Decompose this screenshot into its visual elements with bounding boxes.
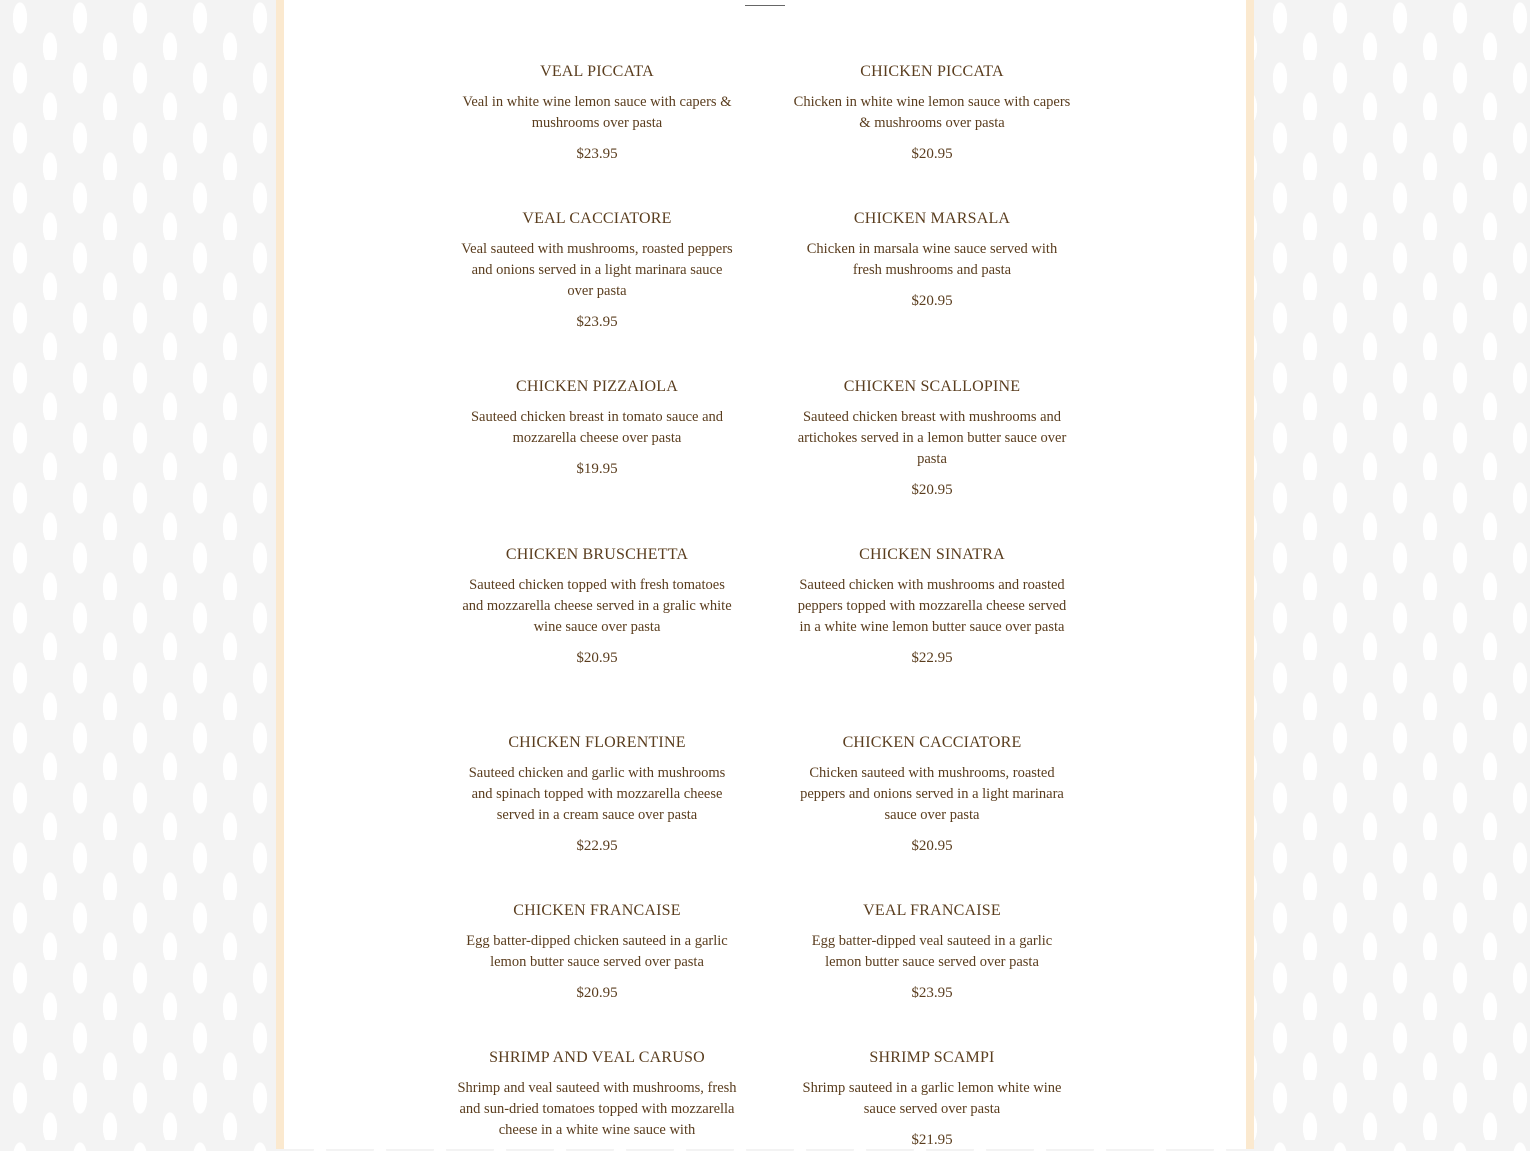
- menu-item-price: $22.95: [576, 838, 618, 854]
- menu-item-name: VEAL CACCIATORE: [522, 210, 672, 227]
- menu-item-price: $22.95: [911, 650, 953, 666]
- menu-item-description: Chicken sauteed with mushrooms, roasted peppers and onions served in a light marinara sauce over pasta: [800, 765, 1064, 823]
- menu-item-description: Sauteed chicken topped with fresh tomatoes and mozzarella cheese served in a gralic white wine sauce over pasta: [462, 577, 732, 635]
- menu-item-description: Veal in white wine lemon sauce with capers & mushrooms over pasta: [462, 94, 732, 131]
- menu-item-description: Veal sauteed with mushrooms, roasted peppers and onions served in a light marinara sauce over pasta: [461, 241, 733, 299]
- menu-item-description: Egg batter-dipped chicken sauteed in a garlic lemon butter sauce served over pasta: [466, 933, 728, 970]
- menu-item-price: $20.95: [911, 293, 953, 309]
- menu-item-veal-cacciatore: [457, 209, 737, 332]
- menu-item-shrimp-scampi: [792, 1048, 1072, 1150]
- menu-item-description: Sauteed chicken breast with mushrooms and artichokes served in a lemon butter sauce over pasta: [797, 409, 1067, 467]
- menu-item-price: $21.95: [911, 1132, 953, 1148]
- menu-item-name: SHRIMP AND VEAL CARUSO: [489, 1049, 705, 1066]
- menu-item-veal-piccata: [457, 62, 737, 164]
- menu-item-price: $23.95: [911, 985, 953, 1001]
- menu-item-name: VEAL FRANCAISE: [863, 902, 1001, 919]
- menu-item-description: Sauteed chicken and garlic with mushrooms and spinach topped with mozzarella cheese served in a cream sauce over pasta: [468, 765, 726, 823]
- menu-item-name: CHICKEN PICCATA: [860, 63, 1004, 80]
- menu-item-price: $20.95: [576, 650, 618, 666]
- menu-item-chicken-francaise: [457, 901, 737, 1003]
- menu-item-chicken-cacciatore: [792, 733, 1072, 856]
- menu-item-name: SHRIMP SCAMPI: [869, 1049, 995, 1066]
- menu-item-name: CHICKEN SCALLOPINE: [843, 378, 1021, 395]
- menu-item-description: Egg batter-dipped veal sauteed in a garlic lemon butter sauce served over pasta: [811, 933, 1053, 970]
- menu-item-name: CHICKEN FLORENTINE: [508, 734, 686, 751]
- menu-item-name: CHICKEN PIZZAIOLA: [515, 378, 679, 395]
- menu-item-name: CHICKEN SINATRA: [859, 546, 1005, 563]
- menu-item-price: $19.95: [576, 461, 618, 477]
- menu-item-name: CHICKEN FRANCAISE: [513, 902, 681, 919]
- menu-item-description: Sauteed chicken breast in tomato sauce and mozzarella cheese over pasta: [470, 409, 724, 446]
- menu-item-name: CHICKEN BRUSCHETTA: [505, 546, 689, 563]
- menu-item-price: $20.95: [576, 985, 618, 1001]
- menu-item-description: Sauteed chicken with mushrooms and roasted peppers topped with mozzarella cheese served in a white wine lemon butter sauce over pasta: [797, 577, 1067, 635]
- menu-item-chicken-bruschetta: [457, 545, 737, 668]
- menu-item-chicken-sinatra: [792, 545, 1072, 668]
- menu-item-price: $20.95: [911, 146, 953, 162]
- menu-item-description: Shrimp sauteed in a garlic lemon white wine sauce served over pasta: [802, 1080, 1062, 1117]
- menu-item-description: Shrimp and veal sauteed with mushrooms, fresh and sun-dried tomatoes topped with mozzarella cheese in a white wine sauce with: [457, 1080, 737, 1138]
- menu-item-name: CHICKEN MARSALA: [853, 210, 1011, 227]
- menu-item-chicken-scallopine: [792, 377, 1072, 500]
- menu-item-price: $20.95: [911, 482, 953, 498]
- menu-item-chicken-piccata: [792, 62, 1072, 164]
- menu-item-name: VEAL PICCATA: [540, 63, 654, 80]
- section-divider: [745, 5, 785, 6]
- menu-item-chicken-florentine: [457, 733, 737, 856]
- menu-item-chicken-marsala: [792, 209, 1072, 311]
- menu-item-name: CHICKEN CACCIATORE: [842, 734, 1022, 751]
- menu-item-price: $23.95: [576, 314, 618, 330]
- menu-item-description: Chicken in marsala wine sauce served with fresh mushrooms and pasta: [806, 241, 1058, 278]
- menu-item-price: $23.95: [576, 146, 618, 162]
- menu-page: [284, 0, 1246, 1149]
- menu-item-shrimp-and-veal-caruso: [457, 1048, 737, 1151]
- menu-item-veal-francaise: [792, 901, 1072, 1003]
- menu-item-price: $20.95: [911, 838, 953, 854]
- menu-item-description: Chicken in white wine lemon sauce with capers & mushrooms over pasta: [793, 94, 1071, 131]
- menu-item-chicken-pizzaiola: [457, 377, 737, 479]
